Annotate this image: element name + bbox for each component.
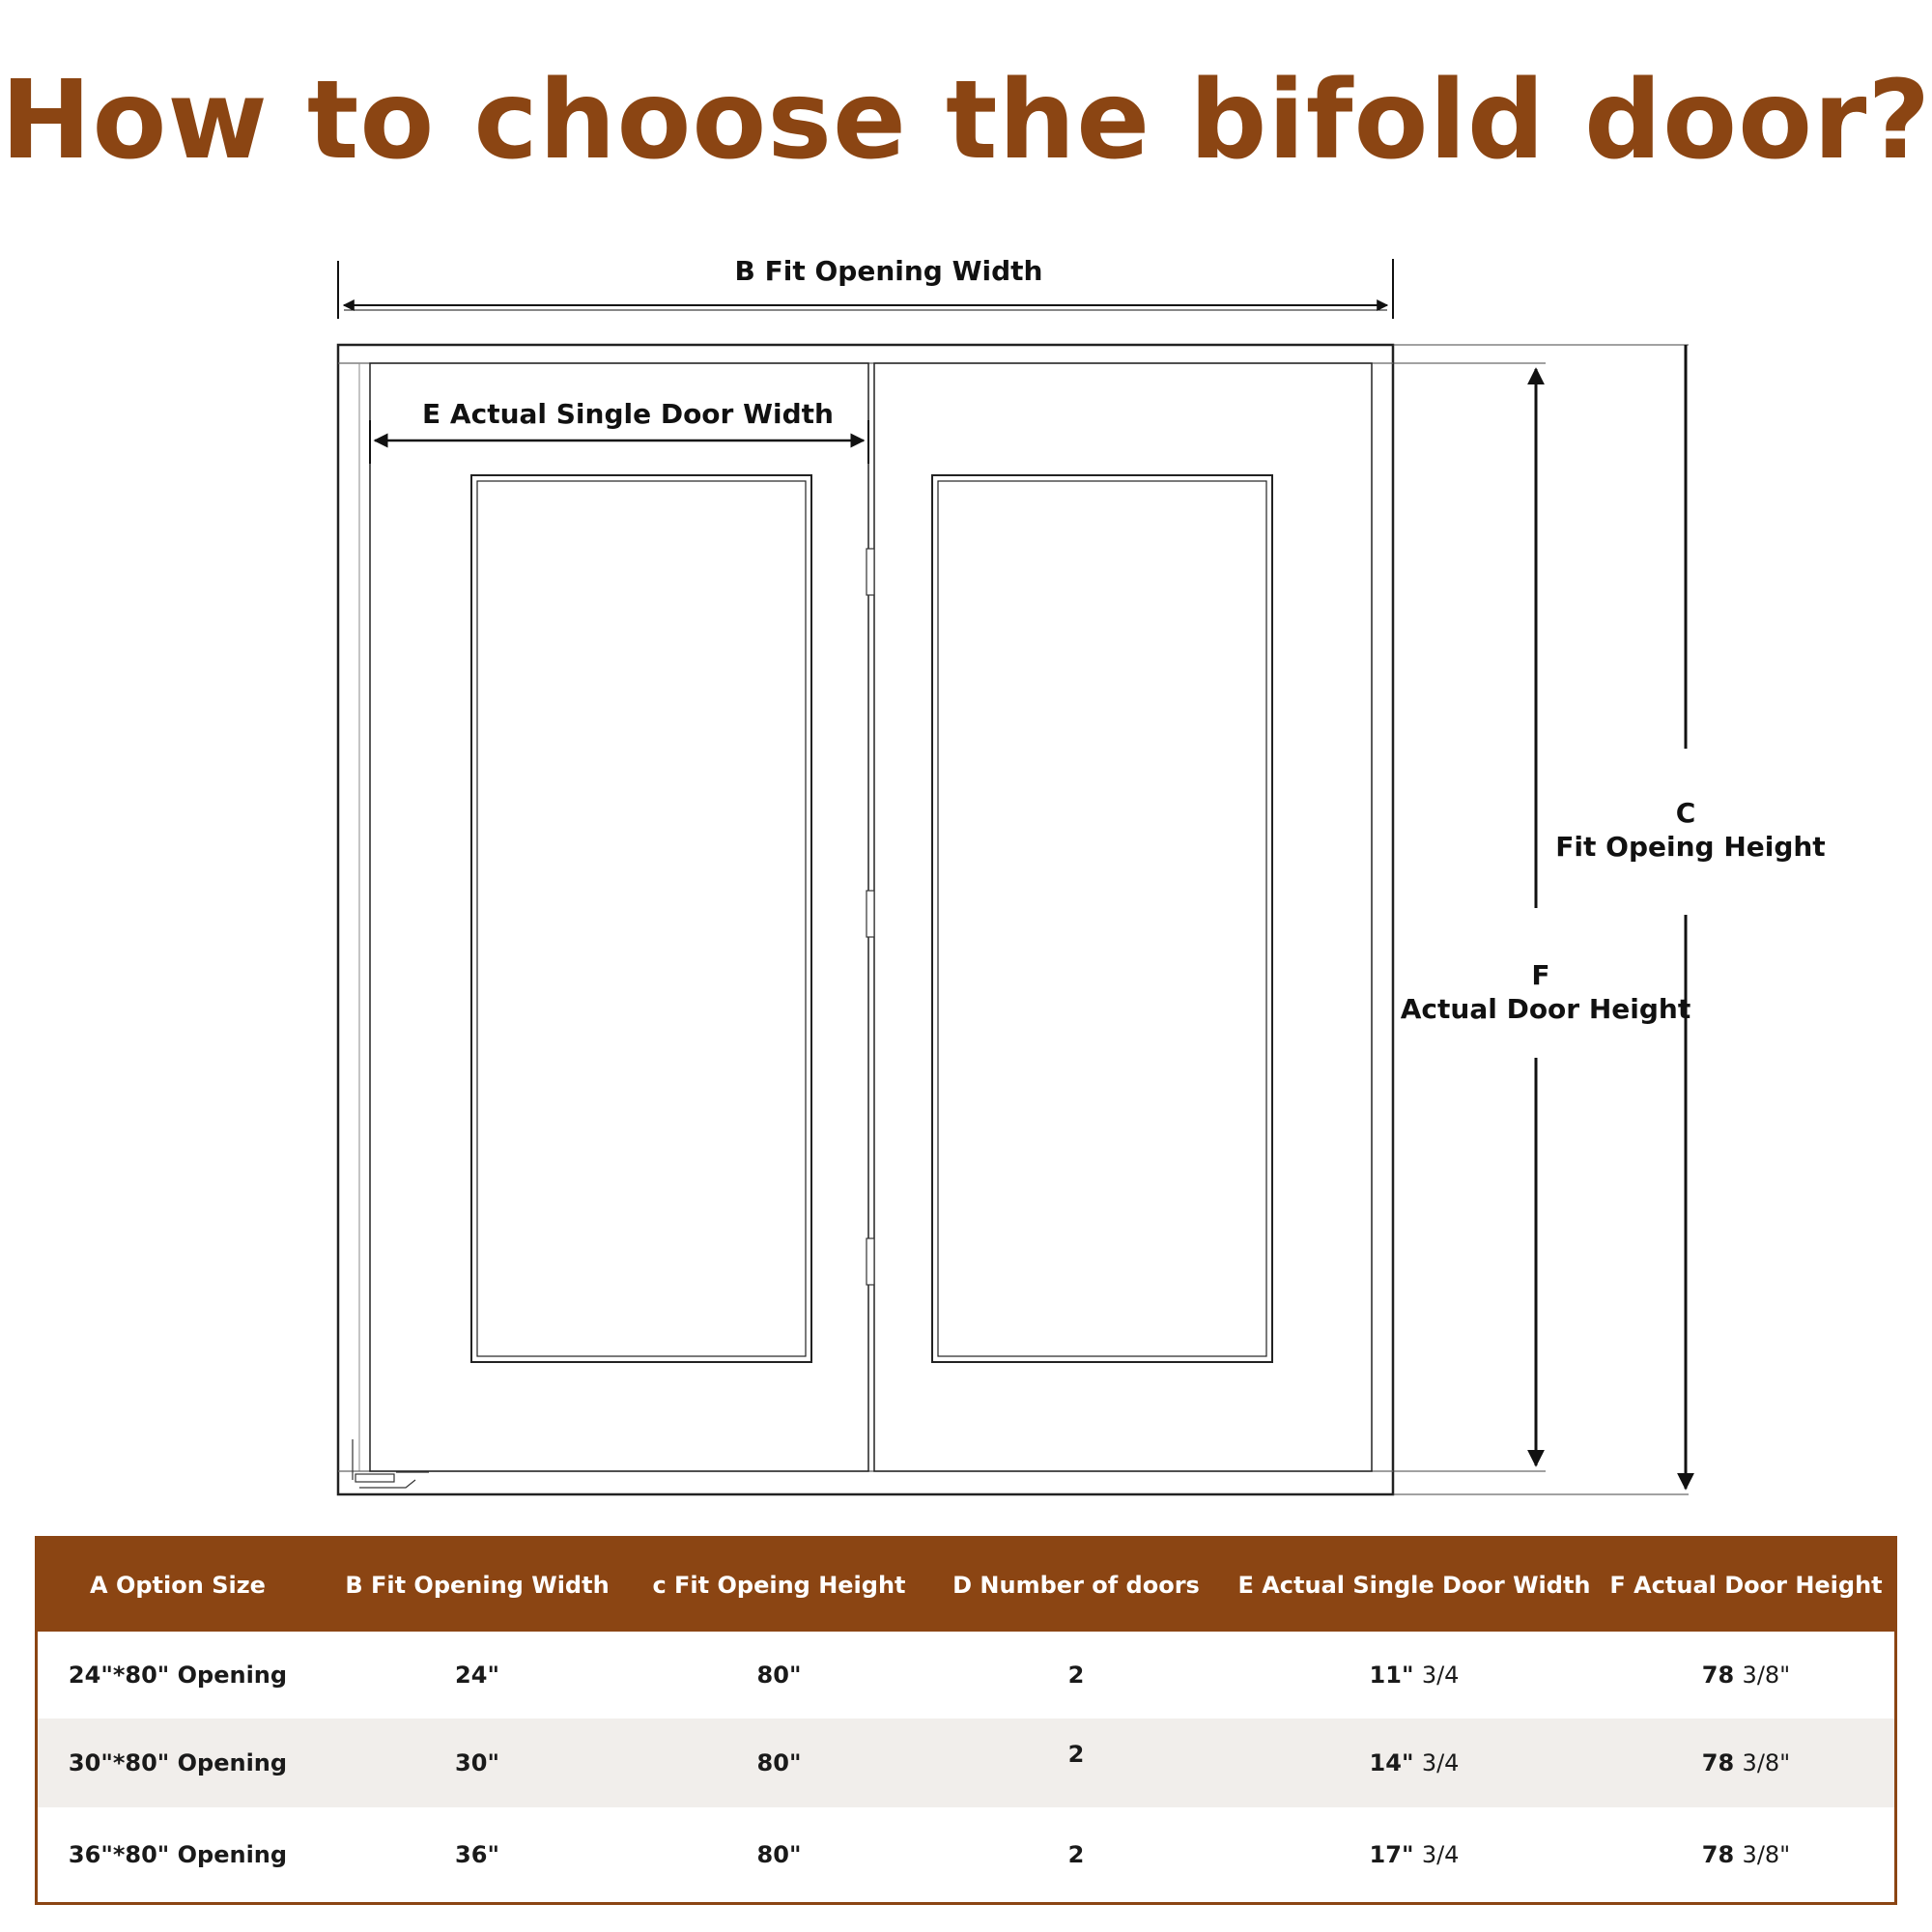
table-row <box>38 1807 1894 1902</box>
cell-number-of-doors: 2 <box>1067 1662 1085 1689</box>
value-fraction: 3/4 <box>1421 1662 1460 1689</box>
cell-actual-single-door-width <box>1231 1662 1598 1689</box>
value-fraction: 3/4 <box>1421 1749 1460 1776</box>
cell-fit-opening-width: 30" <box>455 1749 499 1776</box>
value-fraction: 3/8" <box>1742 1662 1791 1689</box>
dimension-c-opening-height <box>1393 345 1689 1494</box>
value-fraction: 3/8" <box>1742 1749 1791 1776</box>
cell-number-of-doors: 2 <box>1067 1841 1085 1868</box>
cell-actual-single-door-width <box>1231 1749 1598 1776</box>
left-door-panel <box>370 363 868 1471</box>
value-whole: 78 <box>1701 1662 1735 1689</box>
hinges <box>867 549 874 1285</box>
header-actual-door-height: F Actual Door Height <box>1609 1572 1883 1599</box>
header-number-of-doors: D Number of doors <box>952 1572 1200 1599</box>
label-e-actual-single-door-width: E Actual Single Door Width <box>422 398 834 430</box>
label-b-fit-opening-width: B Fit Opening Width <box>734 255 1043 287</box>
value-whole: 14" <box>1369 1749 1414 1776</box>
cell-fit-opening-height: 80" <box>756 1749 802 1776</box>
cell-actual-door-height <box>1598 1841 1894 1868</box>
value-fraction: 3/8" <box>1742 1841 1791 1868</box>
cell-fit-opening-height: 80" <box>756 1662 802 1689</box>
door-frame <box>338 345 1393 1494</box>
table-row <box>38 1719 1894 1807</box>
dimension-f-door-height <box>1393 363 1546 1471</box>
value-whole: 17" <box>1369 1841 1414 1868</box>
label-f-actual-door-height: Actual Door Height <box>1400 993 1691 1025</box>
value-fraction: 3/4 <box>1421 1841 1460 1868</box>
header-option-size: A Option Size <box>90 1572 266 1599</box>
label-f-letter: F <box>1531 959 1550 991</box>
value-whole: 78 <box>1701 1749 1735 1776</box>
cell-actual-door-height <box>1598 1662 1894 1689</box>
page-title: How to choose the bifold door? <box>0 58 1932 184</box>
cell-fit-opening-width: 36" <box>455 1841 499 1868</box>
cell-option-size: 36"*80" Opening <box>68 1841 288 1868</box>
cell-actual-door-height <box>1598 1749 1894 1776</box>
pivot-hardware <box>353 1439 429 1488</box>
cell-fit-opening-height: 80" <box>756 1841 802 1868</box>
right-door-panel <box>874 363 1372 1471</box>
cell-number-of-doors: 2 <box>1067 1741 1085 1768</box>
table-header-row <box>38 1539 1894 1632</box>
cell-actual-single-door-width <box>1231 1841 1598 1868</box>
header-fit-opening-width: B Fit Opening Width <box>345 1572 610 1599</box>
cell-option-size: 30"*80" Opening <box>68 1749 288 1776</box>
label-c-letter: C <box>1675 797 1696 829</box>
value-whole: 11" <box>1369 1662 1414 1689</box>
size-spec-table <box>35 1536 1897 1905</box>
value-whole: 78 <box>1701 1841 1735 1868</box>
header-fit-opening-height: c Fit Opeing Height <box>652 1572 906 1599</box>
table-row <box>38 1632 1894 1719</box>
header-actual-single-door-width: E Actual Single Door Width <box>1237 1572 1591 1599</box>
cell-fit-opening-width: 24" <box>455 1662 499 1689</box>
label-c-fit-opening-height: Fit Opeing Height <box>1555 831 1826 863</box>
cell-option-size: 24"*80" Opening <box>68 1662 288 1689</box>
